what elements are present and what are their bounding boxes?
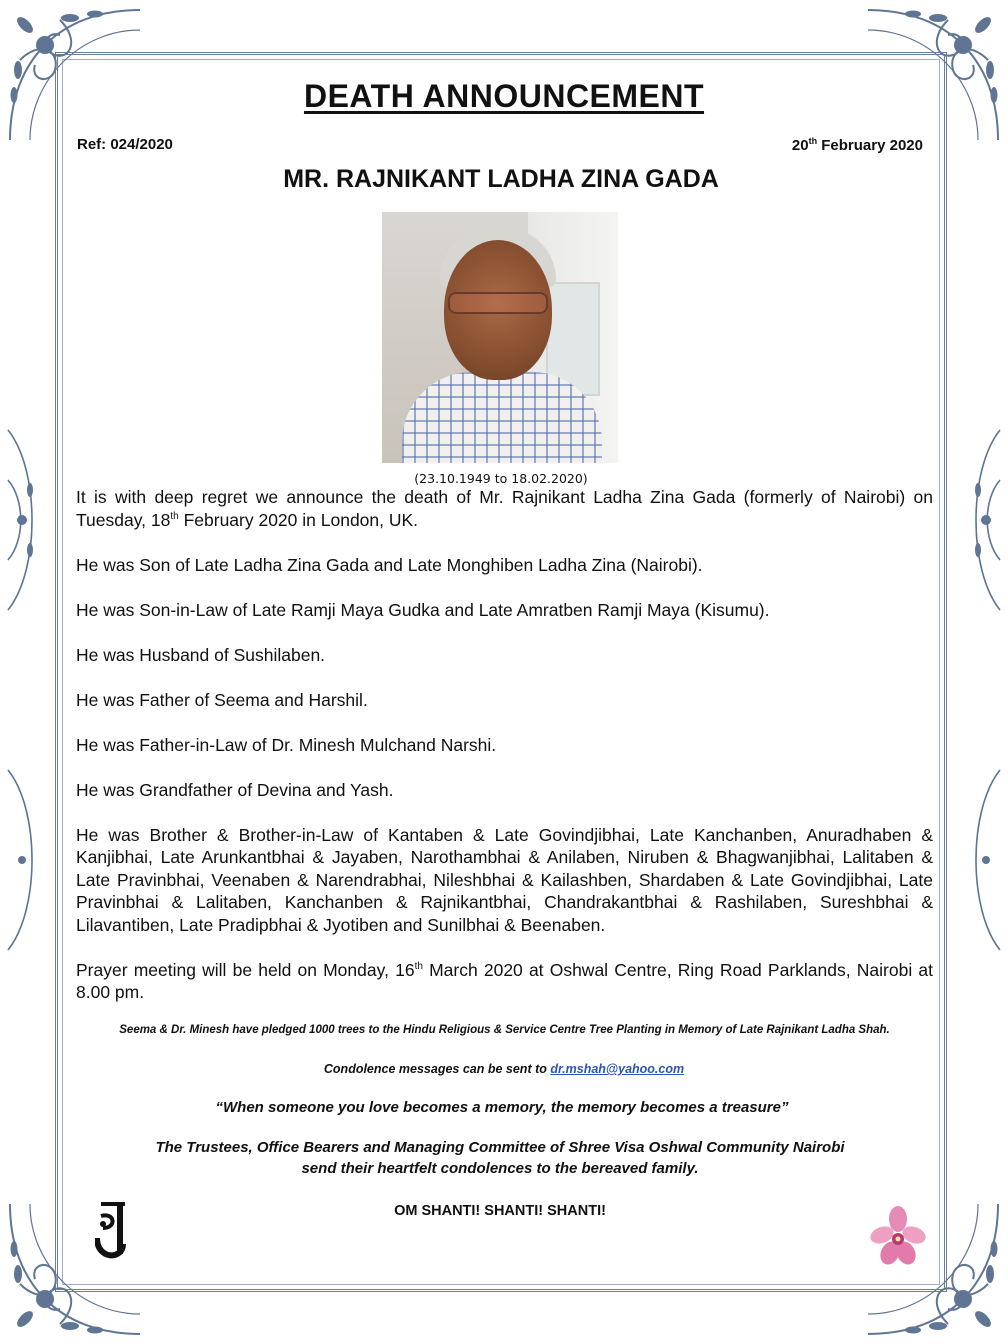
om-shanti-text: OM SHANTI! SHANTI! SHANTI! bbox=[394, 1203, 606, 1219]
floral-side-right-lower-icon bbox=[948, 760, 1008, 960]
son-of-paragraph: He was Son of Late Ladha Zina Gada and Late Monghiben Ladha Zina (Nairobi). bbox=[76, 554, 703, 575]
condolence-email-link[interactable]: dr.mshah@yahoo.com bbox=[550, 1062, 685, 1076]
tree-pledge-note: Seema & Dr. Minesh have pledged 1000 trees to the Hindu Religious & Service Centre Tree Planting in Memory of Late Rajnikant Ladha Shah. bbox=[119, 1024, 890, 1036]
brother-paragraph: He was Brother & Brother-in-Law of Kantaben & Late Govindjibhai, Late Kanchanben, Anuradhaben & Kanjibhai, Late Arunkantbhai & Jayaben, Narothambhai & Anilaben, Niruben & Bhagwanjibhai, Lalitaben & Late Pravinbhai, Veenaben & Narendrabhai, Nileshbhai & Kailashben, Shardaben & Late Govindjibhai, Late Pravinbhai & Lalitaben, Kanchanben & Rajnikantbhai, Chandrakantbhai & Rashilaben, Sureshbhai & Lilavantiben, Late Pradipbhai & Jyotiben and Sunilbhai & Beenaben. bbox=[76, 824, 933, 935]
floral-corner-top-right-icon bbox=[858, 0, 1008, 150]
floral-side-left-icon bbox=[0, 420, 60, 620]
death-notice-paragraph: It is with deep regret we announce the death of Mr. Rajnikant Ladha Zina Gada (formerly of Nairobi) on Tuesday, 18th February 2020 in London, UK. bbox=[76, 487, 933, 530]
memorial-quote: “When someone you love becomes a memory, the memory becomes a treasure” bbox=[215, 1099, 789, 1116]
floral-side-left-lower-icon bbox=[0, 760, 60, 960]
jain-symbol-icon bbox=[95, 1198, 129, 1264]
father-in-law-paragraph: He was Father-in-Law of Dr. Minesh Mulchand Narshi. bbox=[76, 734, 497, 755]
son-in-law-paragraph: He was Son-in-Law of Late Ramji Maya Gudka and Late Amratben Ramji Maya (Kisumu). bbox=[76, 599, 770, 620]
prayer-meeting-paragraph: Prayer meeting will be held on Monday, 16th March 2020 at Oshwal Centre, Ring Road Parklands, Nairobi at 8.00 pm. bbox=[76, 959, 933, 1002]
orchid-flower-icon bbox=[870, 1205, 926, 1267]
grandfather-paragraph: He was Grandfather of Devina and Yash. bbox=[76, 779, 394, 800]
announcement-body bbox=[76, 486, 933, 1026]
portrait-photo bbox=[382, 212, 618, 463]
floral-corner-top-left-icon bbox=[0, 0, 150, 150]
father-paragraph: He was Father of Seema and Harshil. bbox=[76, 689, 368, 710]
trustees-message: The Trustees, Office Bearers and Managing Committee of Shree Visa Oshwal Community Nairobi send their heartfelt condolences to the bereaved family. bbox=[155, 1139, 845, 1177]
lifespan-dates: (23.10.1949 to 18.02.2020) bbox=[414, 471, 588, 486]
announcement-title: DEATH ANNOUNCEMENT bbox=[303, 78, 705, 114]
husband-paragraph: He was Husband of Sushilaben. bbox=[76, 644, 326, 665]
deceased-name: MR. RAJNIKANT LADHA ZINA GADA bbox=[283, 165, 719, 193]
reference-number: Ref: 024/2020 bbox=[77, 136, 173, 153]
condolence-line: Condolence messages can be sent to dr.mshah@yahoo.com bbox=[323, 1062, 685, 1076]
announcement-date: 20th February 2020 bbox=[791, 136, 923, 154]
floral-side-right-icon bbox=[948, 420, 1008, 620]
